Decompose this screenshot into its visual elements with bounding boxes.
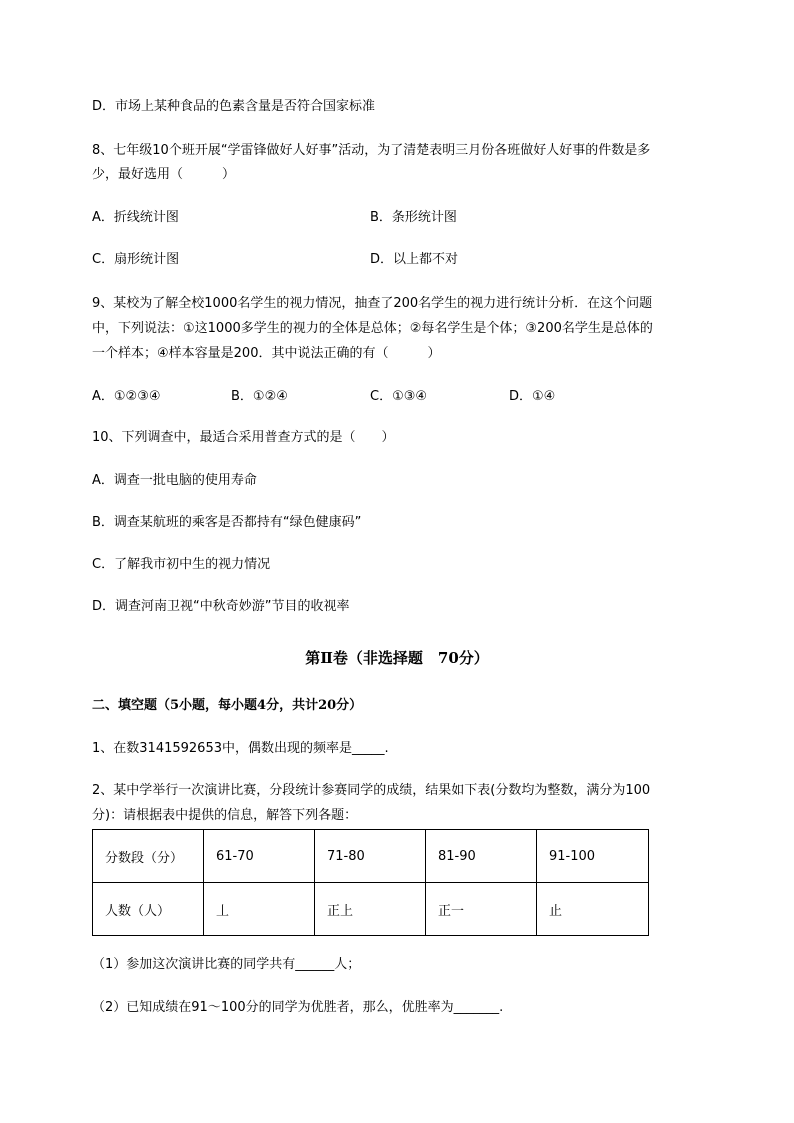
- table-cell: 61-70: [204, 830, 315, 883]
- fill-q1: 1、在数3141592653中，偶数出现的频率是_____.: [92, 741, 389, 756]
- section-2-title: 第Ⅱ卷（非选择题 70分）: [305, 649, 489, 667]
- q8-option-c: C．扇形统计图: [92, 252, 180, 267]
- q10-option-b: B．调查某航班的乘客是否都持有“绿色健康码”: [92, 515, 362, 530]
- q9-option-b: B．①②④: [231, 389, 288, 404]
- q9-option-c: C．①③④: [370, 389, 428, 404]
- q10-option-c: C．了解我市初中生的视力情况: [92, 557, 271, 572]
- q8-stem-line2: 少，最好选用（ ）: [92, 167, 236, 182]
- score-table: [92, 829, 649, 936]
- table-cell: 止: [537, 883, 649, 936]
- q9-option-a: A．①②③④: [92, 389, 161, 404]
- q9-stem-line2: 中，下列说法：①这1000多学生的视力的全体是总体；②每名学生是个体；③200名学生是总体的: [92, 321, 653, 336]
- q8-option-d: D．以上都不对: [370, 252, 459, 267]
- q9-stem-line3: 一个样本；④样本容量是200．其中说法正确的有（ ）: [92, 346, 441, 361]
- q8-option-a: A．折线统计图: [92, 210, 179, 225]
- fill-q2-sub1: （1）参加这次演讲比赛的同学共有______人；: [92, 957, 361, 972]
- table-cell: 正上: [315, 883, 426, 936]
- table-row: [93, 883, 649, 936]
- part-2-heading: 二、填空题（5小题，每小题4分，共计20分）: [92, 698, 363, 713]
- table-cell: 分数段（分）: [93, 830, 204, 883]
- q8-stem-line1: 8、七年级10个班开展“学雷锋做好人好事”活动，为了清楚表明三月份各班做好人好事的件数是多: [92, 143, 651, 158]
- table-cell: 人数（人）: [93, 883, 204, 936]
- table-cell: 丄: [204, 883, 315, 936]
- q10-stem: 10、下列调查中，最适合采用普查方式的是（ ）: [92, 430, 395, 445]
- q9-option-d: D．①④: [509, 389, 556, 404]
- table-cell: 81-90: [426, 830, 537, 883]
- fill-q2-line1: 2、某中学举行一次演讲比赛，分段统计参赛同学的成绩，结果如下表(分数均为整数，满分为100: [92, 783, 651, 798]
- table-cell: 正一: [426, 883, 537, 936]
- q9-stem-line1: 9、某校为了解全校1000名学生的视力情况，抽查了200名学生的视力进行统计分析．在这个问题: [92, 296, 653, 311]
- table-row: [93, 830, 649, 883]
- q10-option-a: A．调查一批电脑的使用寿命: [92, 473, 257, 488]
- fill-q2-line2: 分)：请根据表中提供的信息，解答下列各题：: [92, 808, 358, 823]
- table-cell: 71-80: [315, 830, 426, 883]
- q8-option-b: B．条形统计图: [370, 210, 457, 225]
- fill-q2-sub2: （2）已知成绩在91～100分的同学为优胜者，那么，优胜率为_______.: [92, 1000, 504, 1015]
- table-cell: 91-100: [537, 830, 649, 883]
- q10-option-d: D．调查河南卫视“中秋奇妙游”节目的收视率: [92, 599, 350, 614]
- q7-option-d: D．市场上某种食品的色素含量是否符合国家标准: [92, 99, 376, 114]
